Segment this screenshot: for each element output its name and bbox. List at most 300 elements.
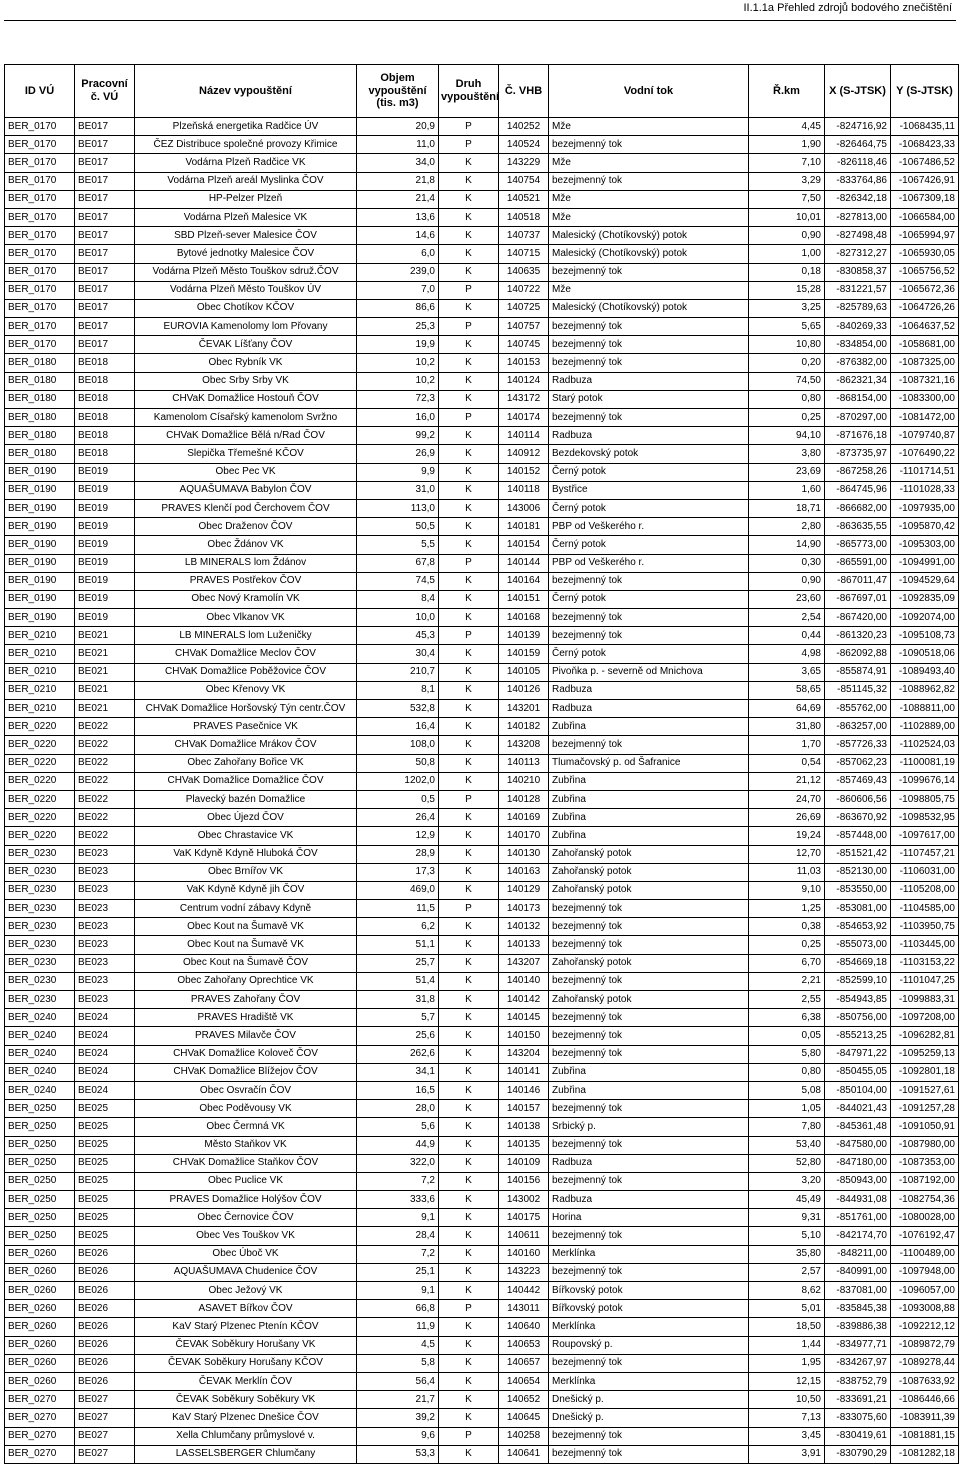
cell-objem: 44,9 <box>357 1136 439 1154</box>
cell-y: -1065994,97 <box>891 227 959 245</box>
cell-nazev: Obec Pec VK <box>135 463 357 481</box>
cell-nazev: VaK Kdyně Kdyně Hluboká ČOV <box>135 845 357 863</box>
cell-druh: K <box>439 1354 499 1372</box>
cell-id-vu: BER_0170 <box>5 118 75 136</box>
cell-x: -830419,61 <box>825 1427 891 1445</box>
cell-y: -1065756,52 <box>891 263 959 281</box>
cell-c-vhb: 140113 <box>499 754 549 772</box>
cell-y: -1087192,00 <box>891 1172 959 1190</box>
cell-nazev: ČEVAK Merklín ČOV <box>135 1372 357 1390</box>
cell-prac-vu: BE018 <box>75 372 135 390</box>
cell-x: -851145,32 <box>825 681 891 699</box>
table-row <box>5 609 959 627</box>
cell-nazev: Obec Ždánov VK <box>135 536 357 554</box>
table-row <box>5 536 959 554</box>
cell-vodni-tok: bezejmenný tok <box>549 263 749 281</box>
table-row <box>5 1045 959 1063</box>
cell-id-vu: BER_0240 <box>5 1027 75 1045</box>
cell-c-vhb: 140611 <box>499 1227 549 1245</box>
cell-y: -1088962,82 <box>891 681 959 699</box>
table-row <box>5 1336 959 1354</box>
cell-rkm: 5,65 <box>749 318 825 336</box>
cell-c-vhb: 140124 <box>499 372 549 390</box>
col-header-objem: Objem vypouštění (tis. m3) <box>357 65 439 118</box>
cell-x: -861320,23 <box>825 627 891 645</box>
cell-id-vu: BER_0230 <box>5 881 75 899</box>
cell-x: -868154,00 <box>825 390 891 408</box>
cell-y: -1094529,64 <box>891 572 959 590</box>
cell-y: -1096282,81 <box>891 1027 959 1045</box>
cell-objem: 5,8 <box>357 1354 439 1372</box>
cell-rkm: 26,69 <box>749 809 825 827</box>
cell-vodni-tok: Radbuza <box>549 700 749 718</box>
cell-druh: K <box>439 736 499 754</box>
table-row <box>5 772 959 790</box>
cell-x: -834854,00 <box>825 336 891 354</box>
cell-nazev: Obec Srby Srby VK <box>135 372 357 390</box>
cell-objem: 25,7 <box>357 954 439 972</box>
cell-rkm: 5,10 <box>749 1227 825 1245</box>
cell-id-vu: BER_0270 <box>5 1409 75 1427</box>
cell-nazev: Obec Nový Kramolín VK <box>135 590 357 608</box>
cell-nazev: PRAVES Milavče ČOV <box>135 1027 357 1045</box>
cell-c-vhb: 140141 <box>499 1063 549 1081</box>
cell-id-vu: BER_0260 <box>5 1318 75 1336</box>
table-row <box>5 354 959 372</box>
cell-vodni-tok: bezejmenný tok <box>549 972 749 990</box>
table-row <box>5 936 959 954</box>
table-row <box>5 700 959 718</box>
cell-vodni-tok: bezejmenný tok <box>549 736 749 754</box>
cell-objem: 8,1 <box>357 681 439 699</box>
cell-prac-vu: BE025 <box>75 1172 135 1190</box>
cell-objem: 5,5 <box>357 536 439 554</box>
table-row <box>5 1191 959 1209</box>
cell-x: -847580,00 <box>825 1136 891 1154</box>
cell-objem: 25,1 <box>357 1263 439 1281</box>
cell-rkm: 7,10 <box>749 154 825 172</box>
cell-id-vu: BER_0260 <box>5 1245 75 1263</box>
cell-druh: P <box>439 627 499 645</box>
cell-vodni-tok: Bezdekovský potok <box>549 445 749 463</box>
cell-c-vhb: 140715 <box>499 245 549 263</box>
cell-druh: K <box>439 991 499 1009</box>
cell-x: -826342,18 <box>825 190 891 208</box>
cell-id-vu: BER_0170 <box>5 208 75 226</box>
cell-nazev: Obec Puclice VK <box>135 1172 357 1190</box>
cell-rkm: 6,38 <box>749 1009 825 1027</box>
cell-id-vu: BER_0240 <box>5 1081 75 1099</box>
cell-id-vu: BER_0230 <box>5 845 75 863</box>
cell-druh: P <box>439 790 499 808</box>
cell-vodni-tok: bezejmenný tok <box>549 1009 749 1027</box>
cell-rkm: 52,80 <box>749 1154 825 1172</box>
table-row <box>5 554 959 572</box>
table-row <box>5 299 959 317</box>
cell-y: -1083911,39 <box>891 1409 959 1427</box>
cell-c-vhb: 140722 <box>499 281 549 299</box>
cell-rkm: 6,70 <box>749 954 825 972</box>
cell-prac-vu: BE019 <box>75 499 135 517</box>
cell-druh: K <box>439 336 499 354</box>
col-header-druh: Druh vypouštění <box>439 65 499 118</box>
cell-c-vhb: 140252 <box>499 118 549 136</box>
cell-x: -870297,00 <box>825 409 891 427</box>
cell-nazev: Obec Kout na Šumavě ČOV <box>135 954 357 972</box>
cell-druh: K <box>439 590 499 608</box>
cell-id-vu: BER_0210 <box>5 627 75 645</box>
cell-prac-vu: BE027 <box>75 1427 135 1445</box>
cell-rkm: 2,80 <box>749 518 825 536</box>
cell-objem: 9,9 <box>357 463 439 481</box>
cell-y: -1092835,09 <box>891 590 959 608</box>
cell-druh: K <box>439 754 499 772</box>
table-row <box>5 1263 959 1281</box>
col-header-y: Y (S-JTSK) <box>891 65 959 118</box>
cell-nazev: Bytové jednotky Malesice ČOV <box>135 245 357 263</box>
cell-y: -1089278,44 <box>891 1354 959 1372</box>
cell-nazev: Vodárna Plzeň Město Touškov sdruž.ČOV <box>135 263 357 281</box>
table-row <box>5 208 959 226</box>
cell-c-vhb: 140169 <box>499 809 549 827</box>
cell-id-vu: BER_0270 <box>5 1445 75 1463</box>
cell-rkm: 10,80 <box>749 336 825 354</box>
cell-id-vu: BER_0250 <box>5 1209 75 1227</box>
cell-objem: 6,2 <box>357 918 439 936</box>
cell-vodni-tok: Zahořanský potok <box>549 863 749 881</box>
cell-c-vhb: 143223 <box>499 1263 549 1281</box>
col-header-id-vu: ID VÚ <box>5 65 75 118</box>
cell-prac-vu: BE021 <box>75 627 135 645</box>
cell-x: -852599,10 <box>825 972 891 990</box>
cell-objem: 11,5 <box>357 900 439 918</box>
cell-objem: 21,4 <box>357 190 439 208</box>
cell-x: -850756,00 <box>825 1009 891 1027</box>
cell-x: -830858,37 <box>825 263 891 281</box>
cell-nazev: LB MINERALS lom Luženičky <box>135 627 357 645</box>
cell-objem: 4,5 <box>357 1336 439 1354</box>
cell-rkm: 64,69 <box>749 700 825 718</box>
cell-objem: 34,1 <box>357 1063 439 1081</box>
cell-nazev: Centrum vodní zábavy Kdyně <box>135 900 357 918</box>
cell-vodni-tok: bezejmenný tok <box>549 1354 749 1372</box>
cell-x: -850104,00 <box>825 1081 891 1099</box>
cell-druh: K <box>439 972 499 990</box>
cell-rkm: 10,50 <box>749 1391 825 1409</box>
cell-c-vhb: 143006 <box>499 499 549 517</box>
cell-id-vu: BER_0260 <box>5 1372 75 1390</box>
cell-y: -1095303,00 <box>891 536 959 554</box>
cell-nazev: Obec Vlkanov VK <box>135 609 357 627</box>
cell-objem: 11,0 <box>357 136 439 154</box>
cell-vodni-tok: Roupovský p. <box>549 1336 749 1354</box>
cell-x: -855874,91 <box>825 663 891 681</box>
cell-nazev: Obec Rybník VK <box>135 354 357 372</box>
cell-nazev: Obec Úboč VK <box>135 1245 357 1263</box>
cell-y: -1104585,00 <box>891 900 959 918</box>
cell-prac-vu: BE023 <box>75 936 135 954</box>
table-row <box>5 1209 959 1227</box>
cell-id-vu: BER_0210 <box>5 645 75 663</box>
cell-c-vhb: 140442 <box>499 1282 549 1300</box>
cell-nazev: LASSELSBERGER Chlumčany <box>135 1445 357 1463</box>
cell-y: -1090518,06 <box>891 645 959 663</box>
cell-vodni-tok: bezejmenný tok <box>549 1445 749 1463</box>
table-row <box>5 227 959 245</box>
cell-x: -855073,00 <box>825 936 891 954</box>
cell-y: -1076192,47 <box>891 1227 959 1245</box>
cell-c-vhb: 140640 <box>499 1318 549 1336</box>
cell-c-vhb: 140144 <box>499 554 549 572</box>
cell-x: -857448,00 <box>825 827 891 845</box>
cell-y: -1097935,00 <box>891 499 959 517</box>
cell-rkm: 0,25 <box>749 409 825 427</box>
cell-nazev: Obec Kout na Šumavě VK <box>135 918 357 936</box>
cell-prac-vu: BE017 <box>75 245 135 263</box>
cell-x: -852130,00 <box>825 863 891 881</box>
cell-objem: 16,0 <box>357 409 439 427</box>
cell-druh: K <box>439 1336 499 1354</box>
cell-c-vhb: 143172 <box>499 390 549 408</box>
cell-objem: 262,6 <box>357 1045 439 1063</box>
cell-id-vu: BER_0170 <box>5 299 75 317</box>
cell-nazev: PRAVES Zahořany ČOV <box>135 991 357 1009</box>
cell-y: -1068423,33 <box>891 136 959 154</box>
cell-vodni-tok: bezejmenný tok <box>549 1045 749 1063</box>
cell-nazev: PRAVES Postřekov ČOV <box>135 572 357 590</box>
cell-prac-vu: BE025 <box>75 1191 135 1209</box>
cell-vodni-tok: Zubřina <box>549 809 749 827</box>
cell-druh: K <box>439 881 499 899</box>
cell-prac-vu: BE023 <box>75 954 135 972</box>
cell-nazev: EUROVIA Kamenolomy lom Přovany <box>135 318 357 336</box>
cell-objem: 26,4 <box>357 809 439 827</box>
col-header-prac-vu: Pracovní č. VÚ <box>75 65 135 118</box>
cell-y: -1095870,42 <box>891 518 959 536</box>
cell-nazev: CHVaK Domažlice Domažlice ČOV <box>135 772 357 790</box>
cell-druh: K <box>439 1245 499 1263</box>
cell-vodni-tok: Horina <box>549 1209 749 1227</box>
cell-druh: K <box>439 827 499 845</box>
cell-id-vu: BER_0240 <box>5 1045 75 1063</box>
cell-x: -851761,00 <box>825 1209 891 1227</box>
cell-nazev: Obec Čermná VK <box>135 1118 357 1136</box>
cell-rkm: 15,28 <box>749 281 825 299</box>
cell-c-vhb: 140170 <box>499 827 549 845</box>
cell-prac-vu: BE017 <box>75 118 135 136</box>
cell-nazev: CHVaK Domažlice Staňkov ČOV <box>135 1154 357 1172</box>
cell-prac-vu: BE019 <box>75 463 135 481</box>
cell-id-vu: BER_0250 <box>5 1154 75 1172</box>
cell-c-vhb: 140654 <box>499 1372 549 1390</box>
cell-id-vu: BER_0250 <box>5 1172 75 1190</box>
cell-rkm: 7,13 <box>749 1409 825 1427</box>
cell-prac-vu: BE025 <box>75 1227 135 1245</box>
cell-id-vu: BER_0270 <box>5 1391 75 1409</box>
cell-prac-vu: BE024 <box>75 1045 135 1063</box>
cell-vodni-tok: Merklínka <box>549 1318 749 1336</box>
cell-nazev: CHVaK Domažlice Poběžovice ČOV <box>135 663 357 681</box>
cell-objem: 7,2 <box>357 1245 439 1263</box>
cell-prac-vu: BE018 <box>75 427 135 445</box>
cell-x: -835845,38 <box>825 1300 891 1318</box>
cell-x: -834267,97 <box>825 1354 891 1372</box>
cell-rkm: 0,05 <box>749 1027 825 1045</box>
cell-vodni-tok: Mže <box>549 118 749 136</box>
cell-id-vu: BER_0260 <box>5 1300 75 1318</box>
cell-c-vhb: 140130 <box>499 845 549 863</box>
cell-rkm: 9,31 <box>749 1209 825 1227</box>
cell-c-vhb: 140142 <box>499 991 549 1009</box>
col-header-nazev: Název vypouštění <box>135 65 357 118</box>
cell-c-vhb: 140168 <box>499 609 549 627</box>
cell-y: -1098805,75 <box>891 790 959 808</box>
cell-c-vhb: 140114 <box>499 427 549 445</box>
table-row <box>5 136 959 154</box>
cell-druh: K <box>439 427 499 445</box>
cell-c-vhb: 143208 <box>499 736 549 754</box>
cell-id-vu: BER_0190 <box>5 609 75 627</box>
cell-objem: 50,5 <box>357 518 439 536</box>
cell-c-vhb: 143204 <box>499 1045 549 1063</box>
cell-druh: P <box>439 900 499 918</box>
cell-druh: K <box>439 299 499 317</box>
cell-id-vu: BER_0190 <box>5 554 75 572</box>
cell-c-vhb: 140105 <box>499 663 549 681</box>
cell-id-vu: BER_0170 <box>5 190 75 208</box>
cell-y: -1101047,25 <box>891 972 959 990</box>
cell-nazev: Obec Chotíkov KČOV <box>135 299 357 317</box>
cell-rkm: 0,80 <box>749 390 825 408</box>
cell-x: -847180,00 <box>825 1154 891 1172</box>
cell-id-vu: BER_0260 <box>5 1263 75 1281</box>
cell-druh: K <box>439 499 499 517</box>
table-row <box>5 972 959 990</box>
cell-nazev: AQUAŠUMAVA Chudenice ČOV <box>135 1263 357 1281</box>
cell-rkm: 0,25 <box>749 936 825 954</box>
cell-c-vhb: 140912 <box>499 445 549 463</box>
cell-druh: K <box>439 572 499 590</box>
cell-rkm: 0,38 <box>749 918 825 936</box>
cell-objem: 99,2 <box>357 427 439 445</box>
cell-objem: 25,6 <box>357 1027 439 1045</box>
cell-c-vhb: 143002 <box>499 1191 549 1209</box>
cell-prac-vu: BE021 <box>75 663 135 681</box>
cell-prac-vu: BE018 <box>75 354 135 372</box>
cell-prac-vu: BE021 <box>75 700 135 718</box>
cell-druh: K <box>439 481 499 499</box>
cell-druh: K <box>439 1227 499 1245</box>
cell-id-vu: BER_0180 <box>5 354 75 372</box>
cell-druh: K <box>439 954 499 972</box>
cell-nazev: ASAVET Bířkov ČOV <box>135 1300 357 1318</box>
cell-nazev: ČEVAK Soběkury Horušany VK <box>135 1336 357 1354</box>
cell-druh: K <box>439 1081 499 1099</box>
cell-c-vhb: 140174 <box>499 409 549 427</box>
cell-rkm: 0,30 <box>749 554 825 572</box>
cell-vodni-tok: Radbuza <box>549 1154 749 1172</box>
cell-c-vhb: 140175 <box>499 1209 549 1227</box>
table-row <box>5 1391 959 1409</box>
cell-druh: K <box>439 1409 499 1427</box>
cell-id-vu: BER_0220 <box>5 736 75 754</box>
cell-nazev: CHVaK Domažlice Koloveč ČOV <box>135 1045 357 1063</box>
cell-druh: K <box>439 463 499 481</box>
cell-id-vu: BER_0190 <box>5 499 75 517</box>
table-row <box>5 1100 959 1118</box>
cell-nazev: Obec Brnířov VK <box>135 863 357 881</box>
cell-nazev: ČEZ Distribuce společné provozy Křimice <box>135 136 357 154</box>
cell-y: -1081282,18 <box>891 1445 959 1463</box>
cell-c-vhb: 140164 <box>499 572 549 590</box>
cell-vodni-tok: bezejmenný tok <box>549 1172 749 1190</box>
cell-id-vu: BER_0170 <box>5 318 75 336</box>
cell-rkm: 8,62 <box>749 1282 825 1300</box>
cell-prac-vu: BE026 <box>75 1372 135 1390</box>
cell-druh: K <box>439 772 499 790</box>
cell-y: -1086446,66 <box>891 1391 959 1409</box>
cell-y: -1087980,00 <box>891 1136 959 1154</box>
cell-c-vhb: 140635 <box>499 263 549 281</box>
cell-c-vhb: 140129 <box>499 881 549 899</box>
cell-vodni-tok: Bystřice <box>549 481 749 499</box>
cell-y: -1101714,51 <box>891 463 959 481</box>
cell-rkm: 0,90 <box>749 572 825 590</box>
cell-prac-vu: BE022 <box>75 827 135 845</box>
cell-druh: P <box>439 1427 499 1445</box>
cell-rkm: 21,12 <box>749 772 825 790</box>
cell-vodni-tok: bezejmenný tok <box>549 172 749 190</box>
cell-objem: 53,3 <box>357 1445 439 1463</box>
cell-c-vhb: 140146 <box>499 1081 549 1099</box>
cell-y: -1103153,22 <box>891 954 959 972</box>
cell-nazev: Xella Chlumčany průmyslové v. <box>135 1427 357 1445</box>
cell-objem: 28,4 <box>357 1227 439 1245</box>
cell-rkm: 19,24 <box>749 827 825 845</box>
table-row <box>5 1427 959 1445</box>
cell-vodni-tok: bezejmenný tok <box>549 336 749 354</box>
cell-objem: 19,9 <box>357 336 439 354</box>
cell-c-vhb: 140518 <box>499 208 549 226</box>
cell-y: -1100081,19 <box>891 754 959 772</box>
cell-vodni-tok: Zubřina <box>549 772 749 790</box>
cell-rkm: 1,90 <box>749 136 825 154</box>
cell-y: -1087633,92 <box>891 1372 959 1390</box>
cell-objem: 30,4 <box>357 645 439 663</box>
cell-objem: 13,6 <box>357 208 439 226</box>
cell-c-vhb: 140160 <box>499 1245 549 1263</box>
cell-id-vu: BER_0260 <box>5 1336 75 1354</box>
cell-prac-vu: BE024 <box>75 1009 135 1027</box>
cell-objem: 10,2 <box>357 354 439 372</box>
cell-druh: K <box>439 936 499 954</box>
cell-objem: 210,7 <box>357 663 439 681</box>
cell-objem: 31,0 <box>357 481 439 499</box>
cell-rkm: 58,65 <box>749 681 825 699</box>
cell-y: -1099883,31 <box>891 991 959 1009</box>
cell-c-vhb: 140150 <box>499 1027 549 1045</box>
cell-c-vhb: 140156 <box>499 1172 549 1190</box>
cell-y: -1089872,79 <box>891 1336 959 1354</box>
cell-x: -857469,43 <box>825 772 891 790</box>
cell-objem: 5,6 <box>357 1118 439 1136</box>
cell-id-vu: BER_0250 <box>5 1136 75 1154</box>
cell-nazev: PRAVES Klenčí pod Čerchovem ČOV <box>135 499 357 517</box>
cell-c-vhb: 140145 <box>499 1009 549 1027</box>
table-row <box>5 681 959 699</box>
pollution-sources-table <box>4 64 959 1464</box>
cell-vodni-tok: Zubřina <box>549 1063 749 1081</box>
